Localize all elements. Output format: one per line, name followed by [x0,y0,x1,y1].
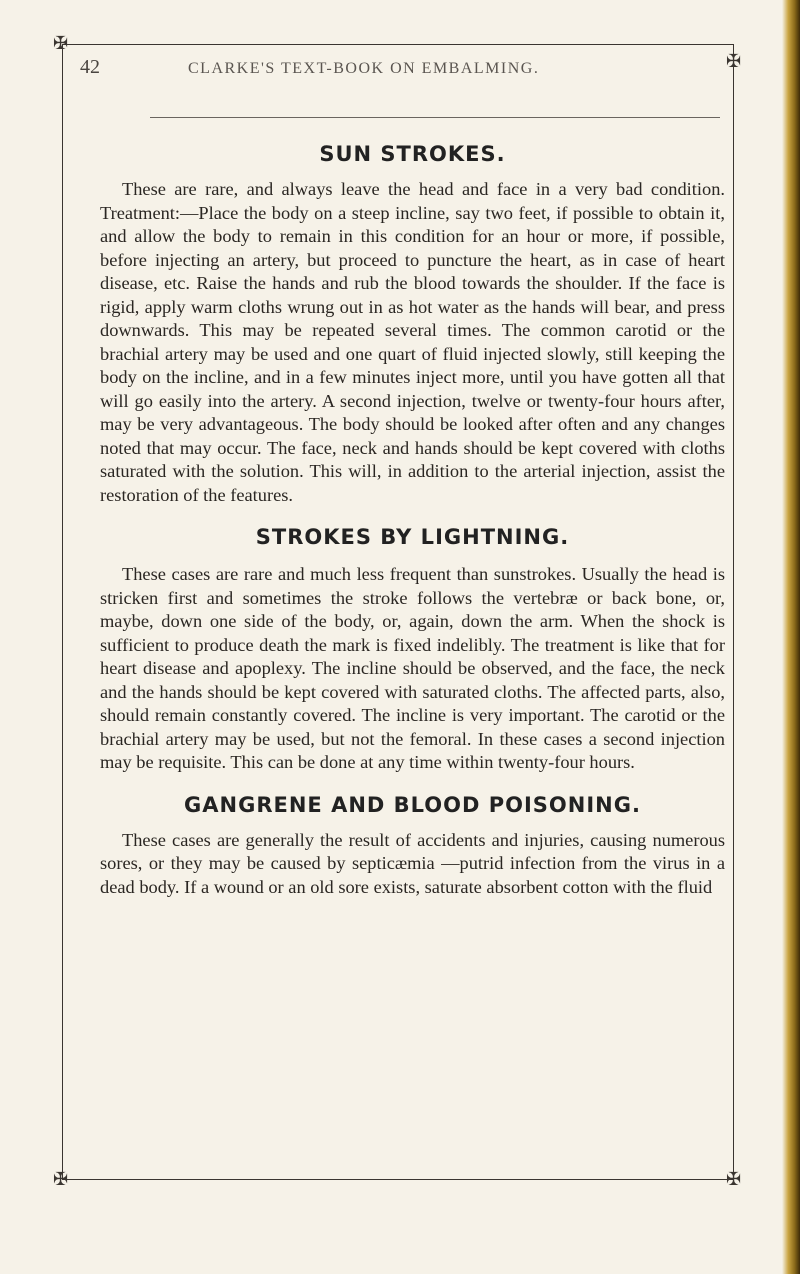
section-heading-strokes-by-lightning: STROKES BY LIGHTNING. [255,525,570,549]
section-body-sun-strokes: These are rare, and always leave the head and face in a very bad condition. Treatment:—Place the body on a steep incline, say two feet, if possible to obtain it, and allow the body to remain in this condition for an hour or more, if possible, before injecting an artery, but proceed to puncture the heart, as in case of heart disease, etc. Raise the hands and rub the blood towards the shoulder. If the face is rigid, apply warm cloths wrung out in as hot water as the hands will bear, and press downwards. This may be repeated several times. The common carotid or the brachial artery may be used and one quart of fluid injected slowly, still keeping the body on the incline, and in a few minutes inject more, until you have gotten all that will go easily into the artery. A second injection, twelve or twenty-four hours after, may be very advantageous. The body should be looked after often and any changes noted that may occur. The face, neck and hands should be kept covered with cloths saturated with the solution. This will, in addition to the arterial injection, assist the restoration of the features. [100,179,725,505]
corner-ornament-icon: ✠ [53,1169,69,1189]
page-number: 42 [80,56,100,78]
page-edge-binding [782,0,800,1274]
page-content [100,130,725,899]
running-title: CLARKE'S TEXT-BOOK ON EMBALMING. [188,60,540,77]
section-heading-sun-strokes: SUN STROKES. [319,142,506,166]
bottom-border-rule [62,1179,734,1180]
section-heading-gangrene: GANGRENE AND BLOOD POISONING. [184,792,641,817]
corner-ornament-icon: ✠ [726,51,742,71]
header-rule [150,117,720,118]
section-body-strokes-by-lightning: These cases are rare and much less frequent than sunstrokes. Usually the head is stricken first and sometimes the stroke follows the vertebræ or back bone, or, maybe, down one side of the body, or, again, down the arm. When the shock is sufficient to produce death the mark is fixed indelibly. The treatment is like that for heart disease and apoplexy. The incline should be observed, and the face, the neck and the hands should be kept covered with saturated cloths. The affected parts, also, should remain constantly covered. The incline is very important. The carotid or the brachial artery may be used, but not the femoral. In these cases a second injection may be requisite. This can be done at any time within twenty-four hours. [100,564,725,772]
top-border-rule [62,44,734,45]
section-body-gangrene: These cases are generally the result of accidents and injuries, causing numerous sores, or they may be caused by septicæmia —putrid infection from the virus in a dead body. If a wound or an old sore exists, saturate absorbent cotton with the fluid [100,829,725,897]
corner-ornament-icon: ✠ [53,33,69,53]
page-header [80,56,720,86]
corner-ornament-icon: ✠ [726,1169,742,1189]
